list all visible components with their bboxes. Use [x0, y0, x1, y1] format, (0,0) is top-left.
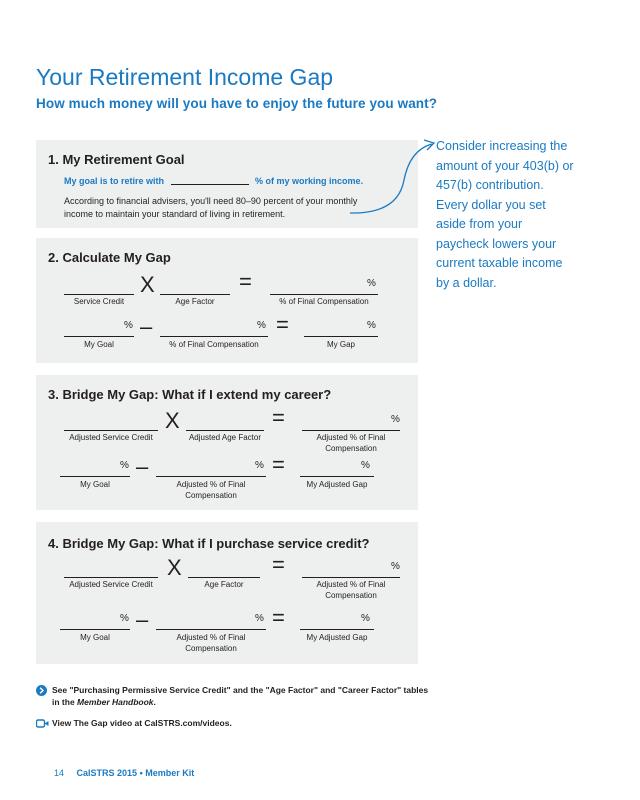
percent-sign: % — [361, 613, 370, 624]
footer-separator: • — [139, 768, 143, 778]
adjusted-final-compensation-field[interactable] — [302, 430, 400, 431]
multiply-operator: X — [165, 408, 180, 433]
adjusted-service-credit-field[interactable] — [64, 577, 158, 578]
percent-sign: % — [367, 278, 376, 289]
footer-publication: CalSTRS 2015 — [76, 768, 138, 778]
page-number: 14 — [54, 768, 65, 778]
page-title: Your Retirement Income Gap — [36, 64, 334, 90]
page-footer — [54, 768, 194, 778]
purchase-service-credit-heading: 4. Bridge My Gap: What if I purchase service credit? — [48, 536, 370, 551]
calculate-gap-heading: 2. Calculate My Gap — [48, 250, 171, 265]
final-compensation-field-2[interactable] — [160, 336, 268, 337]
my-adjusted-gap-label: My Adjusted Gap — [306, 633, 368, 642]
percent-sign: % — [124, 320, 133, 331]
my-gap-label: My Gap — [326, 340, 355, 349]
my-adjusted-gap-field[interactable] — [300, 476, 374, 477]
member-handbook-title: Member Handbook — [77, 697, 154, 707]
adjusted-service-credit-field[interactable] — [64, 430, 158, 431]
minus-operator: – — [136, 454, 149, 479]
age-factor-field[interactable] — [160, 294, 230, 295]
my-goal-field[interactable] — [64, 336, 134, 337]
footer-section: Member Kit — [145, 768, 195, 778]
equals-operator: = — [272, 552, 285, 577]
retirement-goal-heading: 1. My Retirement Goal — [48, 152, 185, 167]
final-compensation-label-2: % of Final Compensation — [169, 340, 259, 349]
adjusted-age-factor-label: Adjusted Age Factor — [188, 433, 262, 442]
handbook-text: See "Purchasing Permissive Service Credit" and the "Age Factor" and "Career Factor" tables in the — [52, 685, 429, 707]
extend-career-heading: 3. Bridge My Gap: What if I extend my career? — [48, 387, 332, 402]
percent-sign: % — [120, 460, 129, 471]
service-credit-label: Service Credit — [73, 297, 125, 306]
video-camera-icon — [36, 718, 49, 729]
minus-operator: – — [136, 607, 149, 632]
percent-sign: % — [255, 460, 264, 471]
my-goal-field[interactable] — [60, 476, 130, 477]
callout-arrow — [340, 136, 440, 218]
adjusted-age-factor-field[interactable] — [186, 430, 264, 431]
calculate-gap-panel — [36, 238, 418, 363]
my-goal-label: My Goal — [80, 480, 110, 489]
percent-sign: % — [361, 460, 370, 471]
purchase-service-credit-panel — [36, 522, 418, 664]
final-compensation-label: % of Final Compensation — [279, 297, 369, 306]
percent-sign: % — [367, 320, 376, 331]
adjusted-service-credit-label: Adjusted Service Credit — [69, 580, 153, 589]
adjusted-final-compensation-label: Adjusted % of Final Compensation — [316, 433, 386, 453]
equals-operator: = — [272, 605, 285, 630]
multiply-operator: X — [140, 272, 155, 297]
page-subtitle: How much money will you have to enjoy the future you want? — [36, 96, 438, 111]
goal-statement-prefix: My goal is to retire with — [64, 176, 165, 186]
multiply-operator: X — [167, 555, 182, 580]
adjusted-final-compensation-label-2: Adjusted % of Final Compensation — [176, 480, 246, 500]
my-adjusted-gap-field[interactable] — [300, 629, 374, 630]
adjusted-final-compensation-field-2[interactable] — [156, 629, 266, 630]
adjusted-final-compensation-field[interactable] — [302, 577, 400, 578]
goal-statement-suffix: % of my working income. — [255, 176, 364, 186]
minus-operator: – — [140, 314, 153, 339]
age-factor-label: Age Factor — [204, 580, 244, 589]
equals-operator: = — [272, 452, 285, 477]
percent-sign: % — [391, 414, 400, 425]
adjusted-service-credit-label: Adjusted Service Credit — [69, 433, 153, 442]
percent-sign: % — [391, 561, 400, 572]
age-factor-label: Age Factor — [175, 297, 215, 306]
percent-sign: % — [120, 613, 129, 624]
goal-percent-field[interactable] — [171, 184, 249, 185]
service-credit-field[interactable] — [64, 294, 134, 295]
percent-sign: % — [255, 613, 264, 624]
my-goal-field[interactable] — [60, 629, 130, 630]
equals-operator: = — [272, 405, 285, 430]
contribution-callout: Consider increasing the amount of your 403(b) or 457(b) contribution. Every dollar you set aside from your paycheck lowers your current taxable income by a dollar. — [436, 139, 574, 290]
handbook-reference[interactable] — [52, 684, 432, 708]
equals-operator: = — [276, 312, 289, 337]
extend-career-panel — [36, 375, 418, 510]
my-adjusted-gap-label: My Adjusted Gap — [306, 480, 368, 489]
adjusted-final-compensation-label-2: Adjusted % of Final Compensation — [176, 633, 246, 653]
handbook-text-end: . — [153, 697, 156, 707]
goal-note: According to financial advisers, you'll need 80–90 percent of your monthly income to maintain your standard of living in retirement. — [64, 196, 358, 219]
my-goal-label: My Goal — [84, 340, 114, 349]
percent-sign: % — [257, 320, 266, 331]
adjusted-final-compensation-field-2[interactable] — [156, 476, 266, 477]
age-factor-field[interactable] — [188, 577, 260, 578]
equals-operator: = — [239, 269, 252, 294]
chevron-right-icon — [36, 685, 47, 696]
video-link[interactable]: View The Gap video at CalSTRS.com/videos. — [52, 718, 232, 728]
my-gap-field[interactable] — [304, 336, 378, 337]
my-goal-label: My Goal — [80, 633, 110, 642]
final-compensation-field[interactable] — [270, 294, 378, 295]
goal-statement — [64, 176, 363, 186]
adjusted-final-compensation-label: Adjusted % of Final Compensation — [316, 580, 386, 600]
